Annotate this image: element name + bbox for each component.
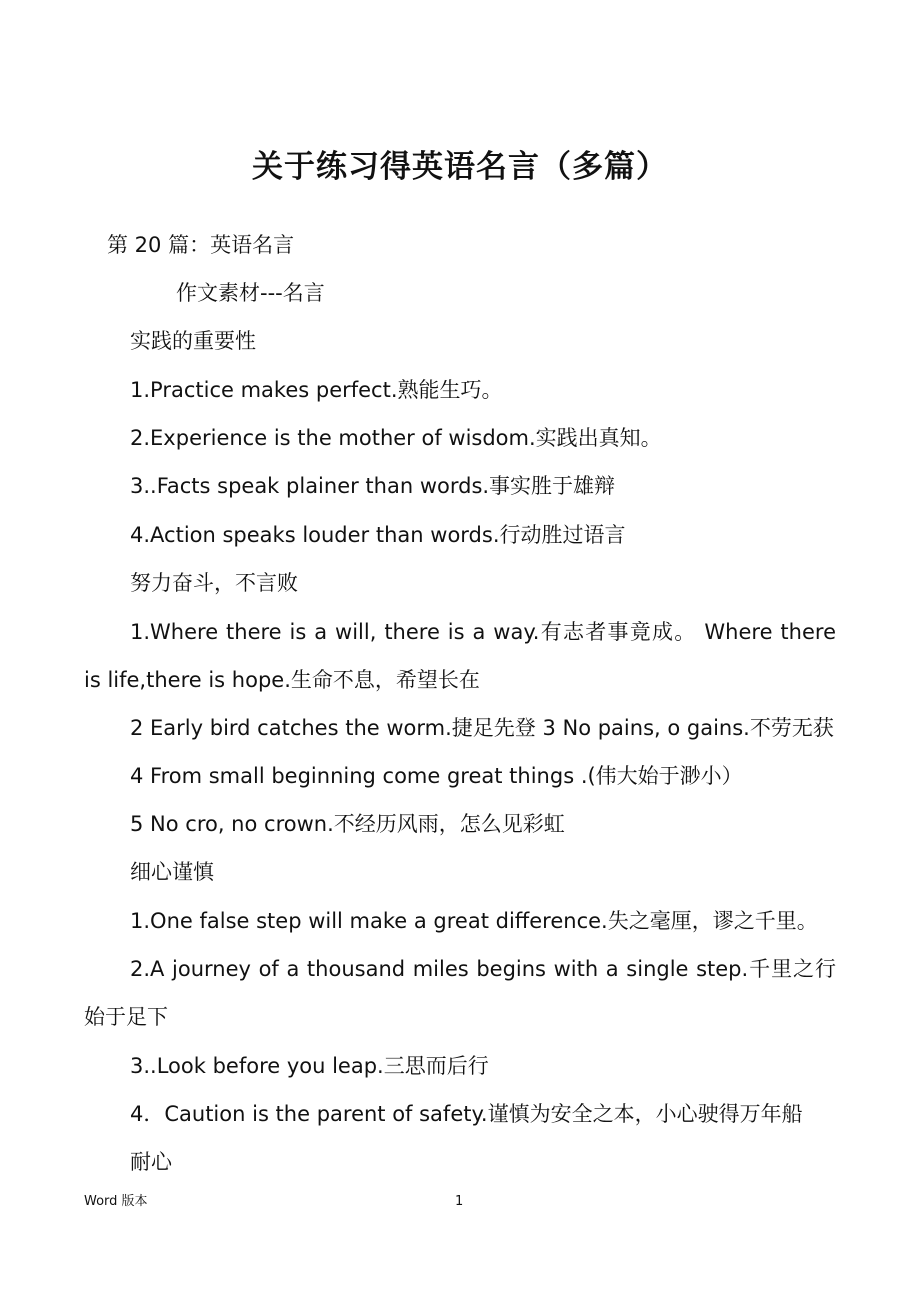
footer-label: Word 版本 [84,1194,148,1209]
list-item: 1.Where there is a will, there is a way.有志者事竟成。 Where there is life,there is hope.生命不息，希望长在 [84,620,836,692]
list-item: 5 No cro, no crown.不经历风雨，怎么见彩虹 [130,812,565,836]
list-item: 4．Caution is the parent of safety.谨慎为安全之本，小心驶得万年船 [130,1102,803,1126]
subheading: 作文素材---名言 [176,281,325,305]
list-item: 3..Facts speak plainer than words.事实胜于雄辩 [130,474,616,498]
list-item: 4 From small beginning come great things .(伟大始于渺小） [130,764,743,788]
section-heading-practice: 实践的重要性 [130,329,256,353]
list-item: 1.One false step will make a great difference.失之毫厘，谬之千里。 [130,909,818,933]
document-title: 关于练习得英语名言（多篇） [252,149,668,185]
list-item: 2.A journey of a thousand miles begins with a single step.千里之行始于足下 [84,957,836,1029]
list-item: 4.Action speaks louder than words.行动胜过语言 [130,523,626,547]
list-item: 3..Look before you leap.三思而后行 [130,1054,489,1078]
list-item: 2.Experience is the mother of wisdom.实践出真知。 [130,426,662,450]
list-item: 2 Early bird catches the worm.捷足先登 3 No pains, o gains.不劳无获 [130,716,834,740]
section-heading-caution: 细心谨慎 [130,860,214,884]
page-number: 1 [455,1194,464,1209]
section-heading-effort: 努力奋斗，不言败 [130,571,298,595]
section-heading-patience: 耐心 [130,1150,172,1174]
chapter-heading: 第 20 篇：英语名言 [107,233,295,257]
list-item: 1.Practice makes perfect.熟能生巧。 [130,378,503,402]
